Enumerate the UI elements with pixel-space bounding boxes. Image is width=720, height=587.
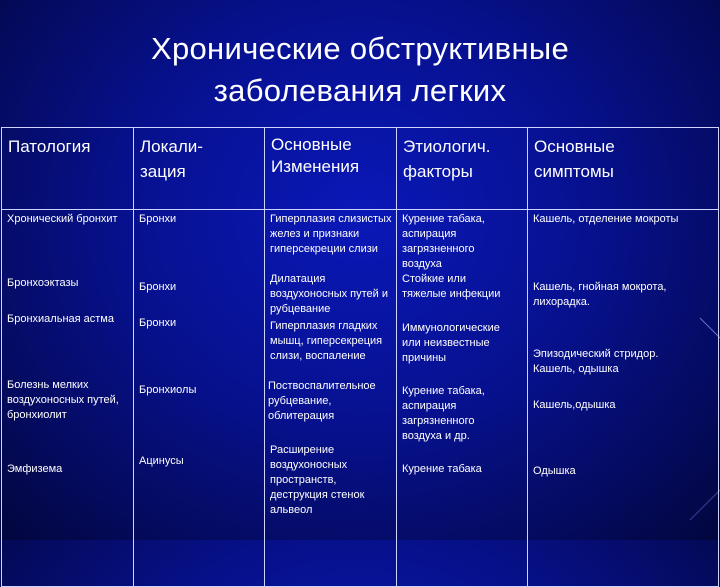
changes-item: Поствоспалительное рубцевание, облитерация — [268, 380, 376, 422]
localization-cell — [134, 210, 265, 587]
pathology-table — [1, 127, 719, 587]
localization-item: Ацинусы — [139, 455, 184, 467]
slide-title-line-1: Хронические обструктивные — [151, 31, 569, 66]
header-changes-text: Основные Изменения — [271, 135, 360, 176]
localization-item: Бронхи — [139, 317, 177, 329]
pathology-cell — [2, 210, 134, 587]
header-etiology — [397, 128, 528, 210]
localization-item: Бронхиолы — [139, 384, 197, 396]
changes-item: Гиперплазия гладких мышц, гиперсекреция слизи, воспаление — [270, 320, 383, 362]
etiology-item: Курение табака — [402, 463, 482, 475]
symptoms-item: Эпизодический стридор. Кашель, одышка — [533, 348, 659, 375]
symptoms-item: Кашель, гнойная мокрота, лихорадка. — [533, 281, 667, 308]
header-localization — [134, 128, 265, 210]
symptoms-item: Кашель,одышка — [533, 399, 616, 411]
symptoms-item: Кашель, отделение мокроты — [533, 213, 679, 225]
localization-item: Бронхи — [139, 281, 177, 293]
header-symptoms-text: Основные симптомы — [534, 137, 615, 181]
changes-cell — [265, 210, 397, 587]
etiology-item: Курение табака, аспирация загрязненного воздуха и др. — [402, 385, 485, 442]
changes-item: Расширение воздухоносных пространств, деструкция стенок альвеол — [270, 444, 365, 516]
header-pathology: Патология — [2, 128, 134, 210]
changes-item: Гиперплазия слизистых желез и признаки гиперсекреции слизи — [270, 213, 392, 255]
header-etiology-text: Этиологич. факторы — [403, 137, 491, 181]
symptoms-item: Одышка — [533, 465, 576, 477]
pathology-item: Хронический бронхит — [7, 213, 118, 225]
etiology-item: Стойкие или тяжелые инфекции — [402, 273, 501, 300]
header-changes — [265, 128, 397, 210]
header-localization-text: Локали-зация — [140, 137, 203, 181]
slide-title — [60, 28, 660, 112]
pathology-item: Болезнь мелких воздухоносных путей, бронхиолит — [7, 379, 119, 421]
changes-item: Дилатация воздухоносных путей и рубцевание — [270, 273, 388, 315]
localization-item: Бронхи — [139, 213, 177, 225]
table-body-row — [2, 210, 719, 587]
pathology-item: Бронхоэктазы — [7, 277, 79, 289]
pathology-item: Эмфизема — [7, 463, 63, 475]
etiology-item: Курение табака, аспирация загрязненного воздуха — [402, 213, 485, 270]
slide-title-line-2: заболевания легких — [213, 73, 507, 108]
etiology-cell — [397, 210, 528, 587]
etiology-item: Иммунологические или неизвестные причины — [402, 322, 500, 364]
table-header-row — [2, 128, 719, 210]
header-symptoms — [528, 128, 719, 210]
pathology-item: Бронхиальная астма — [7, 313, 114, 325]
symptoms-cell — [528, 210, 719, 587]
